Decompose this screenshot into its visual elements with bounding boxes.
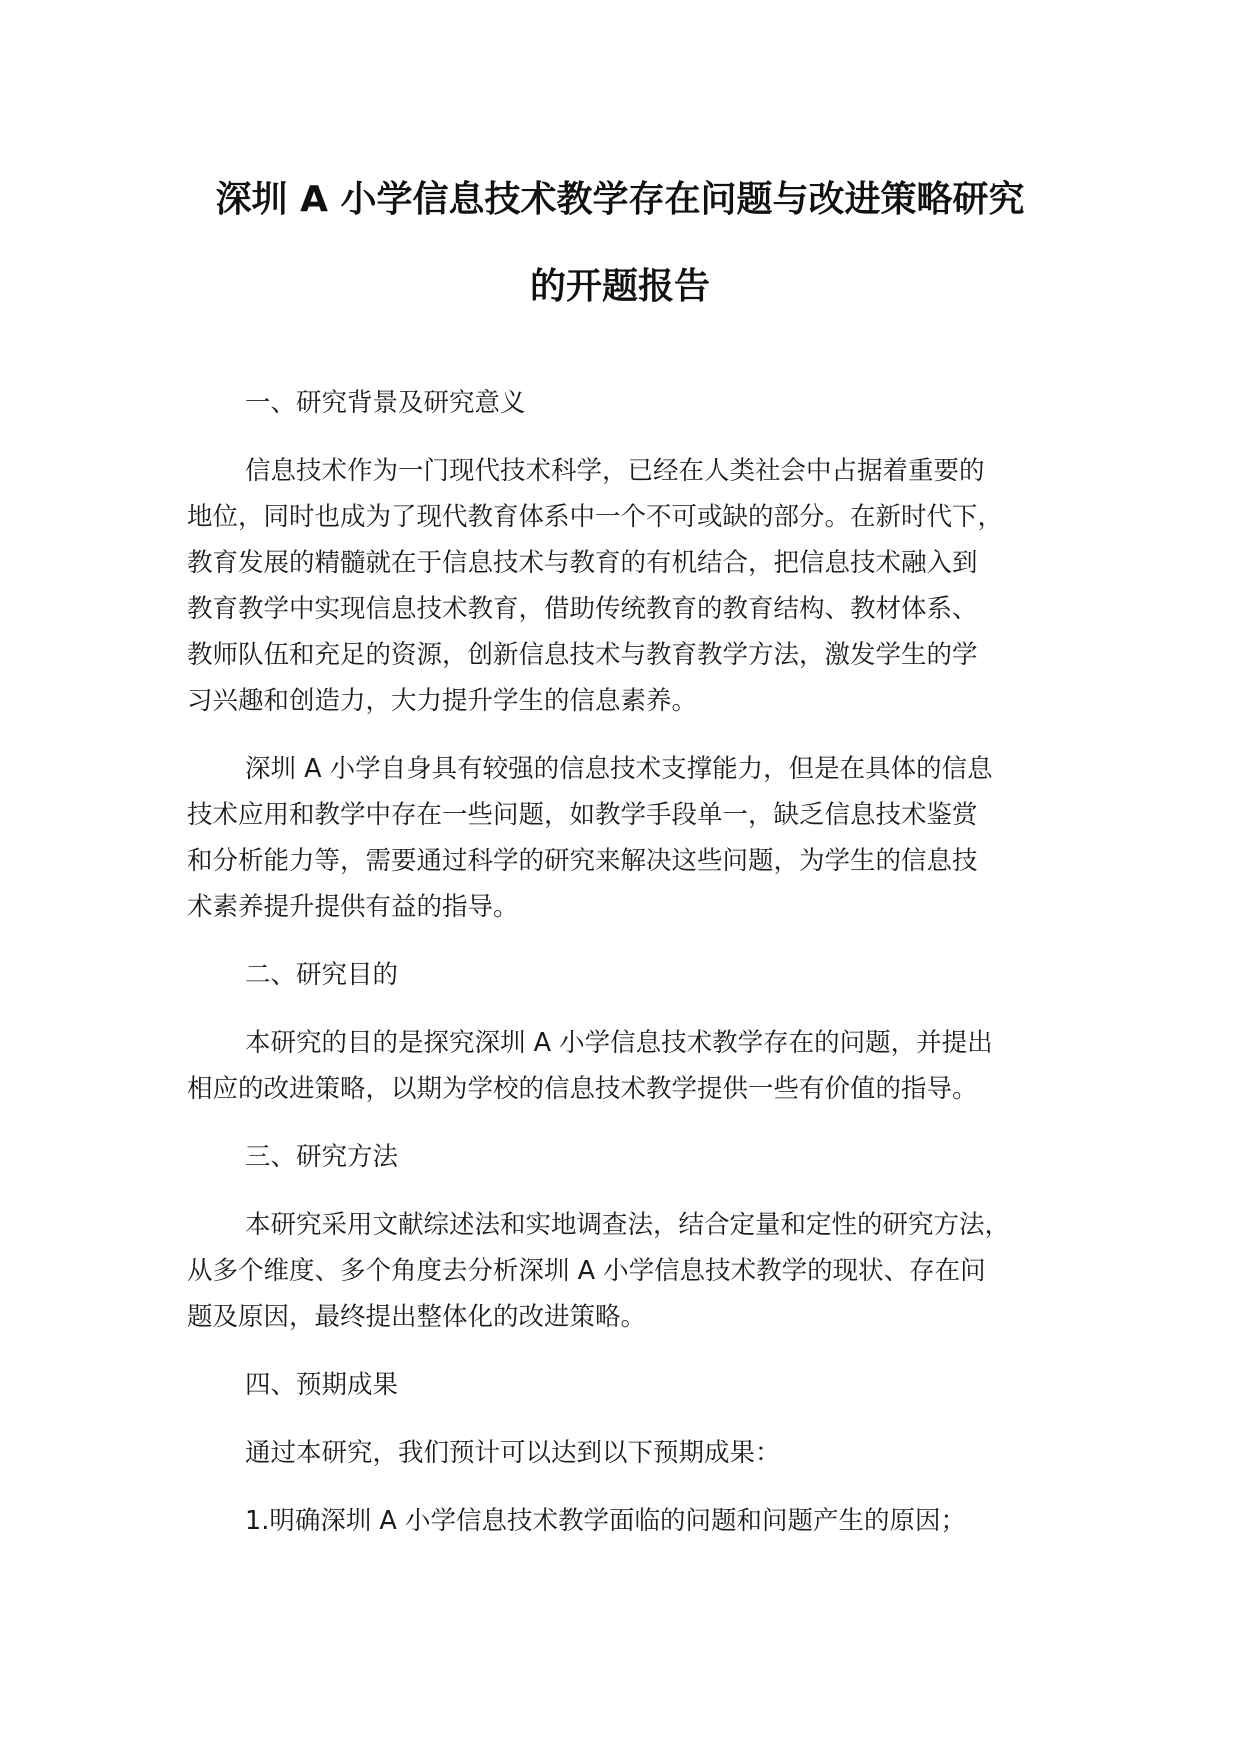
section-heading: 二、研究目的 [245, 960, 399, 990]
document-title-line-2: 的开题报告 [529, 266, 710, 307]
paragraph-line: 题及原因，最终提出整体化的改进策略。 [187, 1302, 647, 1332]
paragraph-line: 本研究采用文献综述法和实地调查法，结合定量和定性的研究方法， [245, 1210, 1011, 1240]
paragraph [187, 746, 1087, 930]
paragraph-line: 通过本研究，我们预计可以达到以下预期成果： [245, 1438, 781, 1468]
paragraph-line: 深圳 A 小学自身具有较强的信息技术支撑能力，但是在具体的信息 [245, 754, 993, 784]
section-heading: 三、研究方法 [245, 1142, 399, 1172]
paragraph-line: 技术应用和教学中存在一些问题，如教学手段单一，缺乏信息技术鉴赏 [187, 800, 978, 830]
section-heading: 一、研究背景及研究意义 [245, 388, 526, 418]
paragraph [187, 1430, 1087, 1476]
document-body [187, 380, 1087, 1566]
list-item [187, 1498, 1087, 1544]
paragraph-line: 教育教学中实现信息技术教育，借助传统教育的教育结构、教材体系、 [187, 594, 978, 624]
paragraph-line: 教育发展的精髓就在于信息技术与教育的有机结合，把信息技术融入到 [187, 548, 978, 578]
paragraph-line: 术素养提升提供有益的指导。 [187, 892, 519, 922]
paragraph-line: 地位，同时也成为了现代教育体系中一个不可或缺的部分。在新时代下， [187, 502, 1004, 532]
paragraph-line: 从多个维度、多个角度去分析深圳 A 小学信息技术教学的现状、存在问 [187, 1256, 986, 1286]
paragraph [187, 1020, 1087, 1112]
paragraph-line: 习兴趣和创造力，大力提升学生的信息素养。 [187, 686, 698, 716]
document-title-line-1: 深圳 A 小学信息技术教学存在问题与改进策略研究 [215, 179, 1025, 220]
paragraph [187, 1202, 1087, 1340]
section-heading: 四、预期成果 [245, 1370, 399, 1400]
paragraph-line: 相应的改进策略，以期为学校的信息技术教学提供一些有价值的指导。 [187, 1074, 978, 1104]
paragraph-line: 1.明确深圳 A 小学信息技术教学面临的问题和问题产生的原因； [245, 1506, 966, 1536]
paragraph-line: 信息技术作为一门现代技术科学，已经在人类社会中占据着重要的 [245, 456, 985, 486]
paragraph-line: 本研究的目的是探究深圳 A 小学信息技术教学存在的问题，并提出 [245, 1028, 993, 1058]
paragraph-line: 和分析能力等，需要通过科学的研究来解决这些问题，为学生的信息技 [187, 846, 978, 876]
paragraph [187, 448, 1087, 724]
paragraph-line: 教师队伍和充足的资源，创新信息技术与教育教学方法，激发学生的学 [187, 640, 978, 670]
